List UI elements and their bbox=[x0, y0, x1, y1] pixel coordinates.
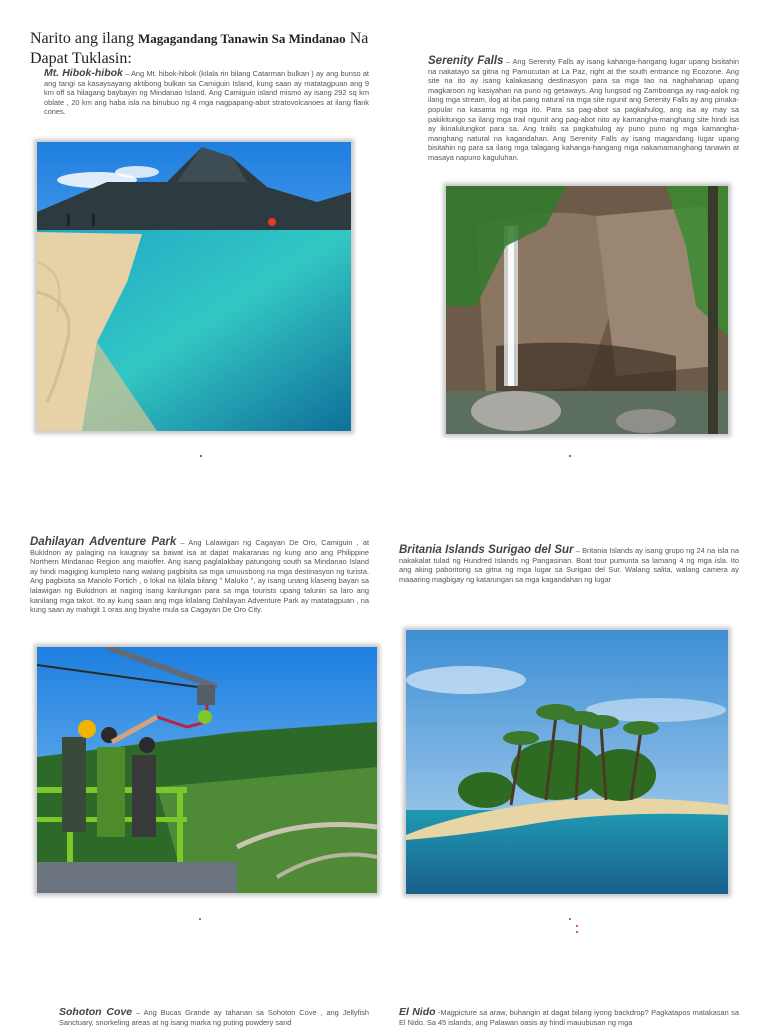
separator-dot bbox=[199, 918, 201, 920]
separator-dot bbox=[576, 931, 578, 933]
title-line2: Dapat Tuklasin: bbox=[30, 50, 132, 67]
title-lead: Narito ang ilang bbox=[30, 30, 134, 47]
separator-dot bbox=[576, 925, 578, 927]
section-britania-islands bbox=[399, 546, 739, 584]
waterfall-photo bbox=[446, 186, 728, 434]
section-title: Britania Islands Surigao del Sur bbox=[399, 544, 574, 556]
section-dahilayan-adventure-park bbox=[30, 538, 369, 615]
separator-dot bbox=[569, 455, 571, 457]
title-end: Na bbox=[349, 30, 369, 47]
title-emphasis: Magagandang Tanawin Sa Mindanao bbox=[137, 31, 346, 46]
section-title: Sohoton Cove bbox=[59, 1006, 133, 1018]
island-photo bbox=[406, 630, 728, 894]
section-el-nido bbox=[399, 1008, 739, 1027]
section-body: – Ang Bucas Grande ay tahanan sa Sohoton Cove , ang Jellyfish Sanctuary, snorkeling areas at ng isang marka ng puting powdery sand bbox=[59, 1008, 370, 1027]
section-title: Serenity Falls bbox=[428, 55, 504, 67]
section-body: – Britania Islands ay isang grupo ng 24 na isla na nakakalat tulad ng Hundred Islands ng Pangasinan. Boat tour pumunta sa lamang 4 ng mga isla. Ito ang aking paboritong sa gitna ng mga lugar sa Surigao del Sur. Walang salita, walang camera ay maaaring magbigay ng katarungan sa mga kagandahan ng lugar bbox=[399, 546, 739, 584]
section-serenity-falls bbox=[428, 57, 739, 163]
zipline-photo bbox=[37, 647, 377, 893]
section-body: -Magpicture sa araw, buhangin at dagat bilang iyong backdrop? Pagkatapos matakasan sa El Nido. Sa 45 islands, ang Palawan oasis ay hindi mauubusan ng mga bbox=[399, 1008, 739, 1027]
section-body: – Ang Serenity Falls ay isang kahanga-hangang lugar upang bisitahin na nakatayo sa gitna ng Pamucutan at La Paz, right at the south entrance ng Ecozone. Ang site na ito ay isang kalakasang destinasyon para sa mga tao na naghahanap upang magkaroon ng kasiyahan na puno ng getaways. Ang lungsod ng Zamboanga ay nag-aalok ng ilang mga stream, ilog at iba pang natural na mga site ngunit ang Serenity Falls ay ang pinaka-popular na kasama ng mga ito. Para sa pag-abot sa pagkahulog, ang isa ay may sa pakikitungo sa ilang mga trail ngunit ang pag-abot nito ay kamangha-manghang site hindi isa ay ikinalulungkot para sa. Ang trails sa pagkahulog ay puno puno ng mga kamangha-manghang natural na kagandahan. Ang Serenity Falls ay isang magandang lugar upang bisitahin ng para sa ilang mga talagang kahanga-hangang mga nakamamanghang tanawin at masaya napuno kaguluhan. bbox=[428, 57, 739, 162]
section-title: Dahilayan Adventure Park bbox=[30, 536, 177, 548]
section-title: El Nido bbox=[399, 1006, 436, 1018]
section-title: Mt. Hibok-hibok bbox=[44, 67, 123, 79]
section-body: – Ang Lalawigan ng Cagayan De Oro, Camiguin , at Bukidnon ay palaging na kaugnay sa bawat isa at dapat makaranas ng kung ano ang Philippine Northern Mindanao Region ang maioffer. Ang isang paglalakbay patungong south sa Mindanao Island ay hindi magiging kumpleto nang walang pagbisita sa mga umuusbong na mga destinasyon ng turista. Ang pagbisita sa Manolo Fortich , o lokal na kilala bilang " Maluko ", ay isang unang klaseng bayan sa lalawigan ng Bukidnon at naging isang kanlungan para sa mga tourists upang talunin sa laro ang kanilang mga takot. Ito ay kung saan ang mga kilalang Dahilayan Adventure Park ay matatagpuan , na kung saan ay mahigit 1 oras ang biyahe mula sa Cagayan De Oro City. bbox=[30, 538, 369, 615]
beach-volcano-photo bbox=[37, 142, 351, 431]
section-body: – Ang Mt. hibok-hibok (kilala rin bilang Catarman bulkan ) ay ang bunso at ang tangi sa kasaysayang aktibong bulkan sa Camiguin Island, kung saan ay matatagpuan ang 9 km off sa hilagang baybayin ng Mindanao Island. Ang Camiguin island mismo ay isang 292 sq km oblate , 20 km ang haba isla na binubuo ng 4 mga nagpapang-abot stratovolcanoes at ilang flank cones. bbox=[44, 69, 369, 117]
separator-dot bbox=[200, 455, 202, 457]
page-title bbox=[30, 29, 375, 69]
section-mt-hibok-hibok bbox=[44, 69, 369, 117]
separator-dot bbox=[569, 918, 571, 920]
section-sohoton-cove bbox=[59, 1008, 369, 1027]
